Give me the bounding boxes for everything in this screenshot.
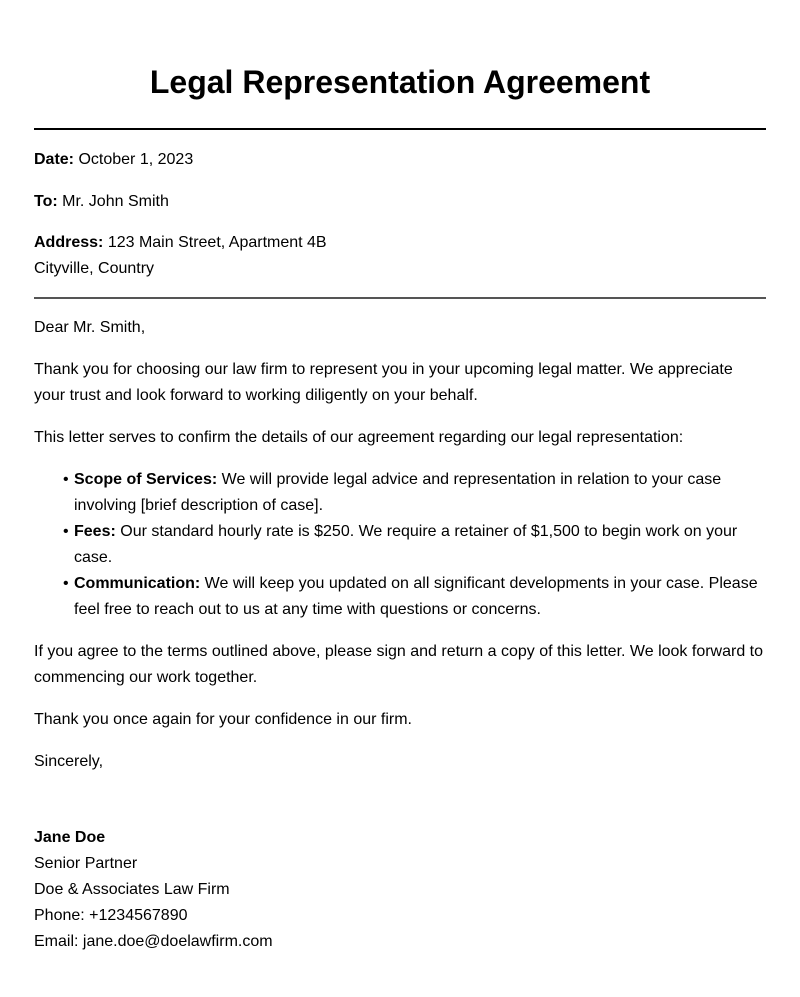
term-label: Scope of Services: [74, 471, 218, 488]
term-label: Fees: [74, 523, 116, 540]
recipient-label: To: [34, 193, 58, 210]
intro-paragraph: Thank you for choosing our law firm to represent you in your upcoming legal matter. We appreciate your trust and look forward to working diligently on your behalf. [34, 361, 733, 404]
signer-email: Email: jane.doe@doelawfirm.com [34, 933, 273, 950]
bullet-icon: • [63, 575, 69, 592]
signer-firm: Doe & Associates Law Firm [34, 881, 230, 898]
term-text: We will provide legal advice and representation in relation to your case involving [brief description of case]. [74, 471, 722, 514]
bullet-icon: • [63, 523, 69, 540]
address-line-1: 123 Main Street, Apartment 4B [107, 234, 327, 251]
signature-block [34, 825, 766, 955]
term-text: Our standard hourly rate is $250. We require a retainer of $1,500 to begin work on your case. [74, 523, 738, 566]
page-title: Legal Representation Agreement [149, 64, 651, 100]
recipient-value: Mr. John Smith [62, 193, 169, 210]
bullet-icon: • [63, 471, 69, 488]
agreement-paragraph: If you agree to the terms outlined above, please sign and return a copy of this letter. We look forward to commencing our work together. [34, 643, 764, 686]
date-label: Date: [34, 151, 75, 168]
list-item-communication [63, 571, 766, 623]
signer-name: Jane Doe [34, 829, 106, 846]
salutation: Dear Mr. Smith, [34, 319, 146, 336]
letter-page [34, 0, 766, 955]
header-divider [34, 297, 766, 299]
title-divider [34, 128, 766, 130]
terms-list [34, 467, 766, 623]
address-line-2: Cityville, Country [34, 260, 155, 277]
list-item-scope [63, 467, 766, 519]
recipient-line [34, 189, 766, 215]
address-block [34, 230, 766, 282]
date-value: October 1, 2023 [78, 151, 194, 168]
address-label: Address: [34, 234, 104, 251]
closing: Sincerely, [34, 753, 104, 770]
date-line [34, 147, 766, 173]
term-text: We will keep you updated on all significant developments in your case. Please feel free to reach out to us at any time with questions or concerns. [74, 575, 758, 618]
list-item-fees [63, 519, 766, 571]
signer-position: Senior Partner [34, 855, 138, 872]
signer-phone: Phone: +1234567890 [34, 907, 188, 924]
thanks-paragraph: Thank you once again for your confidence in our firm. [34, 711, 412, 728]
term-label: Communication: [74, 575, 201, 592]
purpose-paragraph: This letter serves to confirm the details of our agreement regarding our legal representation: [34, 429, 684, 446]
